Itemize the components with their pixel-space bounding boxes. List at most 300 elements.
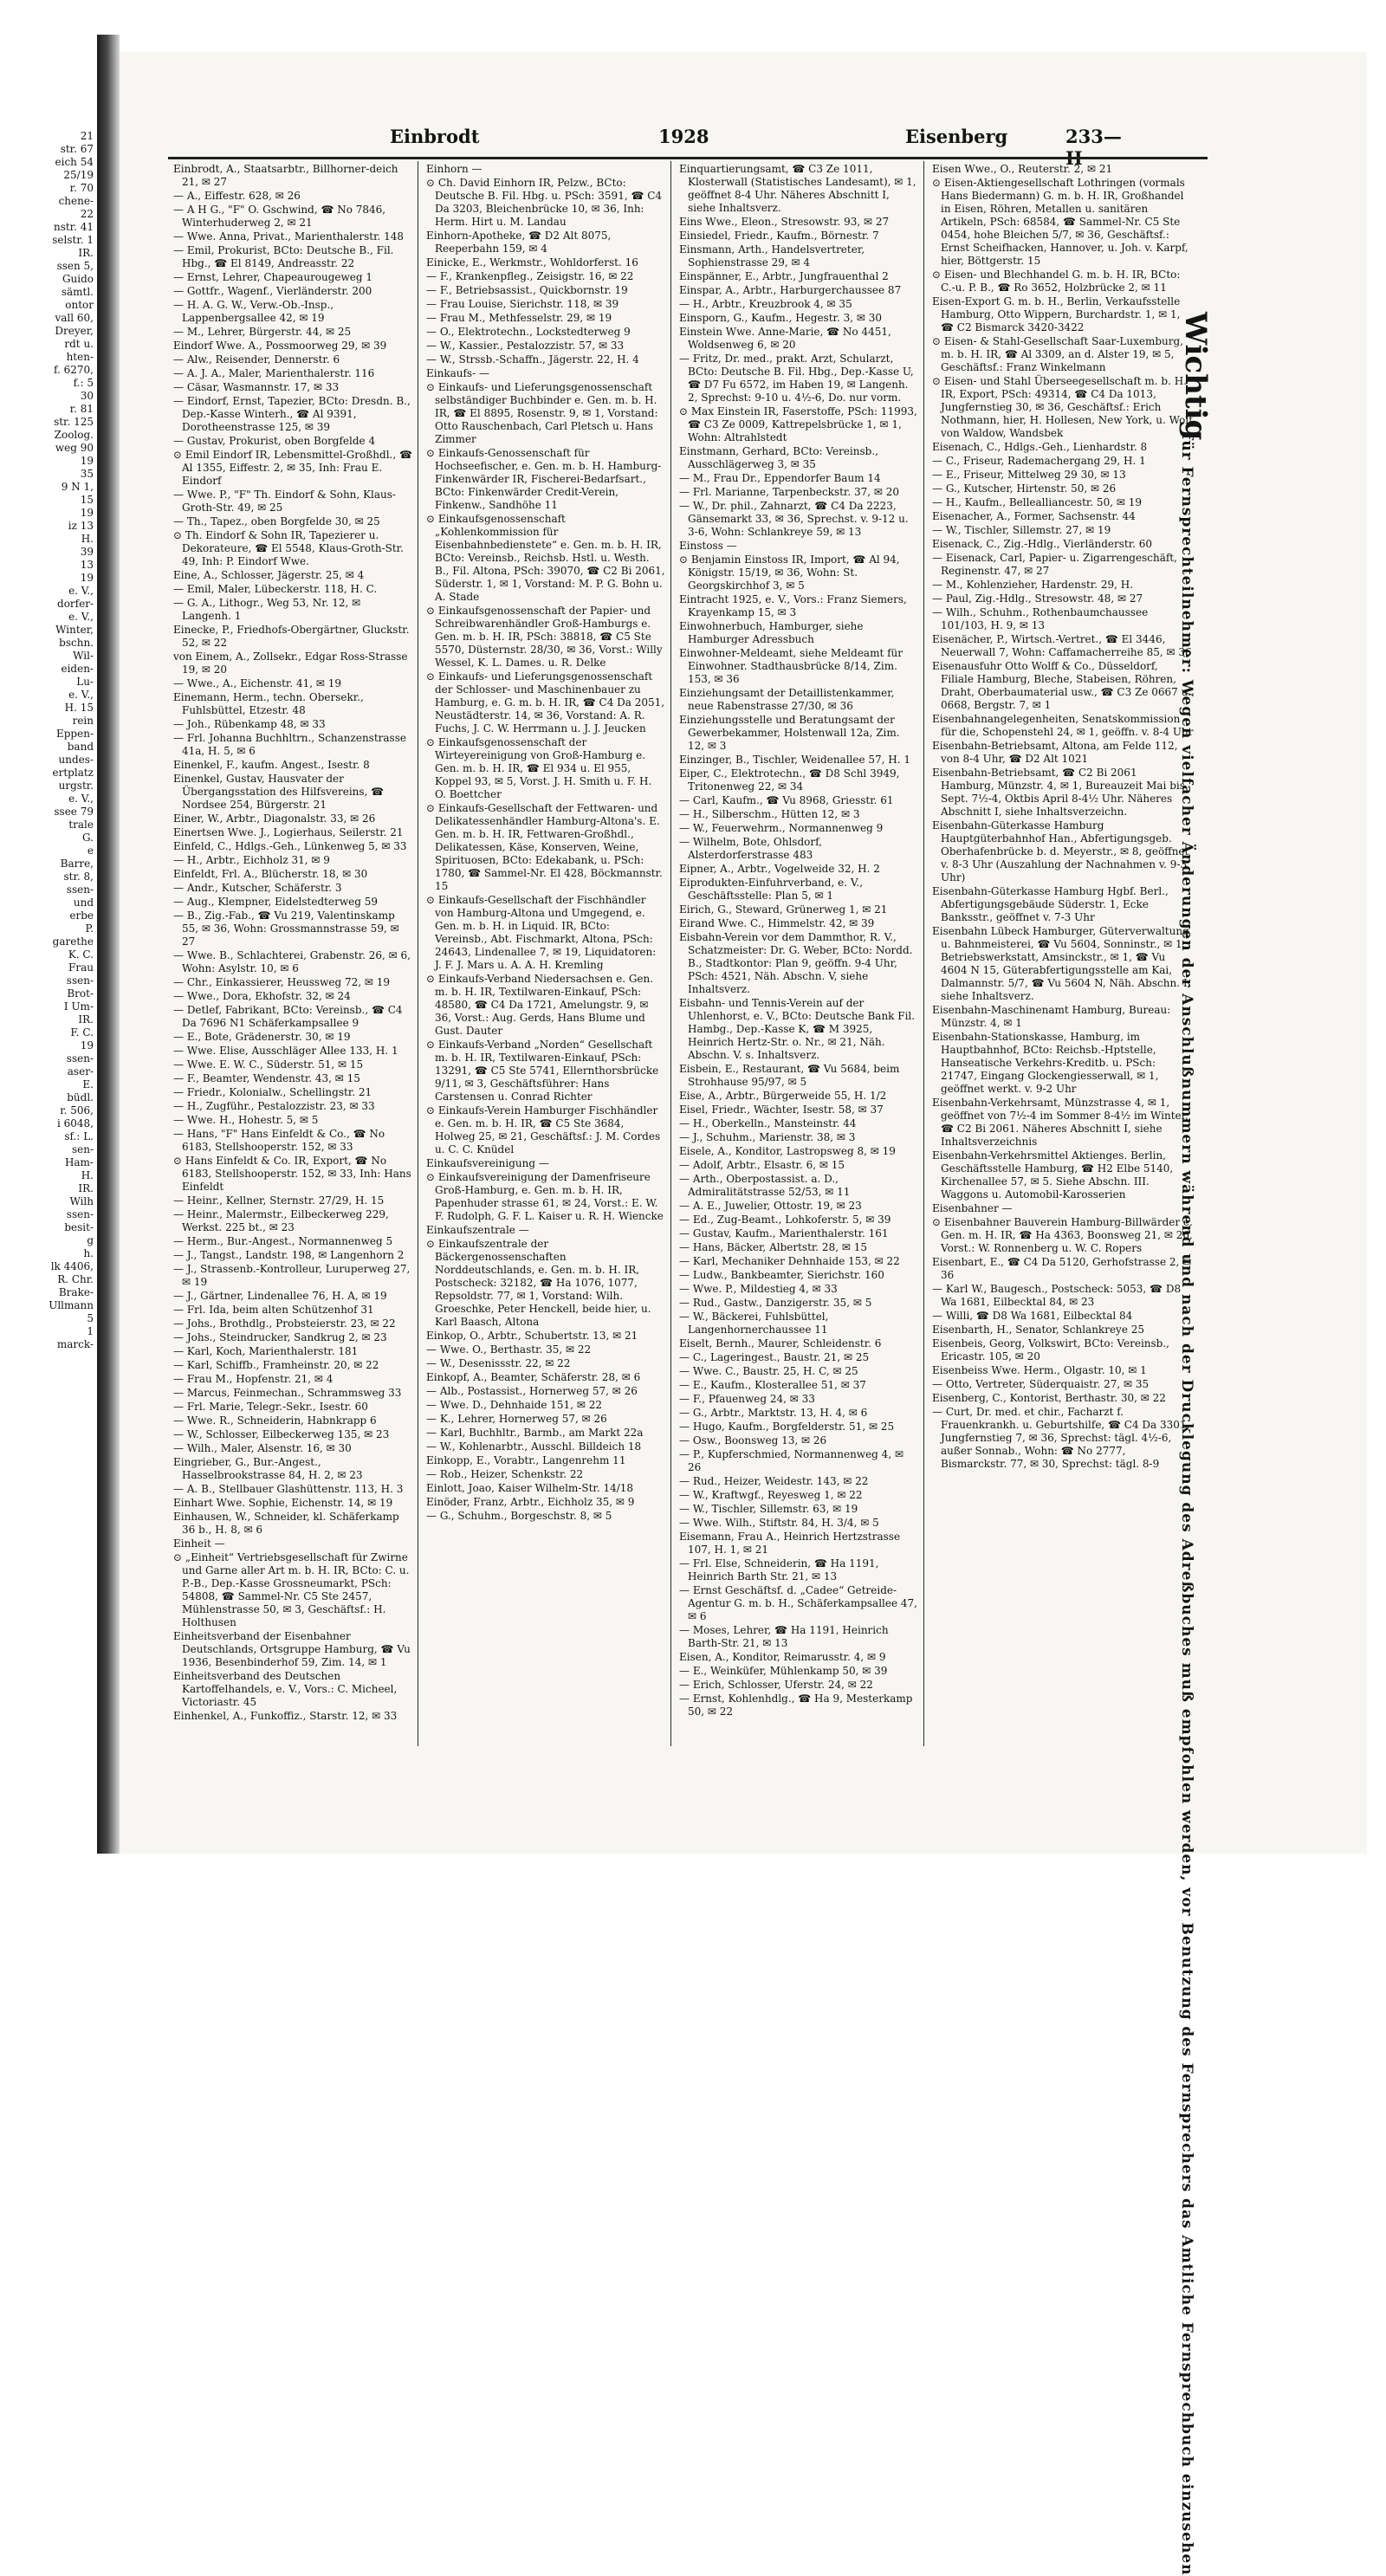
- directory-entry: — Th., Tapez., oben Borgfelde 30, ✉ 25: [173, 515, 380, 527]
- left-page-fragment: [0, 130, 97, 1706]
- directory-entry: — G., Arbtr., Marktstr. 13, H. 4, ✉ 6: [679, 1407, 868, 1419]
- left-fragment-text: dorfer-: [57, 598, 94, 610]
- directory-entry: — Willi, ☎ D8 Wa 1681, Eilbecktal 84: [932, 1310, 1133, 1322]
- directory-entry: — Frl. Marie, Telegr.-Sekr., Isestr. 60: [173, 1401, 368, 1413]
- directory-entry: — Wwe. D., Dehnhaide 151, ✉ 22: [426, 1399, 602, 1411]
- left-fragment-text: f.: 5: [73, 377, 94, 389]
- directory-entry: Einzinger, B., Tischler, Weidenallee 57, H. 1: [679, 754, 911, 766]
- directory-entry: — A., Eiffestr. 628, ✉ 26: [173, 190, 301, 202]
- directory-entry: — H. A. G. W., Verw.-Ob.-Insp., Lappenbergsallee 42, ✉ 19: [173, 299, 334, 324]
- directory-entry: — Johs., Steindrucker, Sandkrug 2, ✉ 23: [173, 1331, 387, 1343]
- left-fragment-text: Ham-: [64, 1156, 94, 1168]
- left-fragment-text: ssen-: [66, 1208, 94, 1220]
- left-fragment-text: e: [87, 845, 94, 857]
- directory-entry: Einstmann, Gerhard, BCto: Vereinsb., Ausschlägerweg 3, ✉ 35: [679, 445, 878, 470]
- left-fragment-text: str. 67: [60, 143, 94, 155]
- directory-entry: — Frau M., Hopfenstr. 21, ✉ 4: [173, 1373, 334, 1385]
- directory-entry: ⊙ Einkaufsgenossenschaft der Wirteyereinigung von Groß-Hamburg e. Gen. m. b. H. IR, ☎ El 934 u. El 955, Koppel 93, ✉ 5, Vorst. J. H. Smith u. F. H. O. Boettcher: [426, 736, 652, 800]
- directory-entry: — Heinr., Kellner, Sternstr. 27/29, H. 15: [173, 1194, 385, 1207]
- directory-entry: Eisenbeiss Wwe. Herm., Olgastr. 10, ✉ 1: [932, 1364, 1147, 1376]
- header-left-name: Einbrodt: [390, 126, 480, 147]
- left-fragment-text: chene-: [58, 195, 94, 207]
- left-fragment-text: 25/19: [63, 169, 94, 181]
- notice-text: für Fernsprechteilnehmer: Wegen vielfacher Änderungen der Anschlußnummern während und nach der Drucklegung des Adreßbuches muß empfohlen werden, vor Benutzung des Fernsprechers das Amtliche Fernsprechbuch einzusehen: [1178, 433, 1195, 2576]
- directory-entry: Einhorn-Apotheke, ☎ D2 Alt 8075, Reeperbahn 159, ✉ 4: [426, 230, 612, 255]
- directory-entry: — P., Kupferschmied, Normannenweg 4, ✉ 26: [679, 1448, 903, 1473]
- directory-entry: Einkop, O., Arbtr., Schubertstr. 13, ✉ 21: [426, 1330, 638, 1342]
- directory-entry: — W., Dr. phil., Zahnarzt, ☎ C4 Da 2223, Gänsemarkt 33, ✉ 36, Sprechst. v. 9-12 u. 3-6, Wohn: Schlankreye 59, ✉ 13: [679, 500, 909, 538]
- directory-entry: — W., Desenissstr. 22, ✉ 22: [426, 1357, 571, 1369]
- directory-entry: ⊙ Eisen- & Stahl-Gesellschaft Saar-Luxemburg, m. b. H. IR, ☎ Al 3309, an d. Alster 19, ✉ 5, Geschäftsf.: Franz Winkelmann: [932, 335, 1184, 373]
- directory-entry: — W., Strssb.-Schaffn., Jägerstr. 22, H. 4: [426, 353, 639, 366]
- directory-entry: — W., Kohlenarbtr., Ausschl. Billdeich 18: [426, 1440, 642, 1453]
- directory-entry: — Frl. Marianne, Tarpenbeckstr. 37, ✉ 20: [679, 486, 900, 498]
- directory-entry: — G., Schuhm., Borgeschstr. 8, ✉ 5: [426, 1510, 612, 1522]
- directory-entry: — J., Gärtner, Lindenallee 76, H. A, ✉ 19: [173, 1290, 387, 1302]
- left-fragment-text: eich 54: [55, 156, 94, 168]
- directory-entry: — J., Tangst., Landstr. 198, ✉ Langenhorn 2: [173, 1249, 405, 1261]
- directory-entry: — Ernst, Kohlenhdlg., ☎ Ha 9, Mesterkamp 50, ✉ 22: [679, 1693, 913, 1718]
- left-fragment-text: e. V.,: [68, 611, 94, 623]
- left-fragment-text: h.: [83, 1247, 94, 1259]
- directory-entry: — Gottfr., Wagenf., Vierländerstr. 200: [173, 285, 372, 297]
- directory-entry: — Andr., Kutscher, Schäferstr. 3: [173, 882, 342, 894]
- directory-entry: — Detlef, Fabrikant, BCto: Vereinsb., ☎ C4 Da 7696 N1 Schäferkampsallee 9: [173, 1004, 403, 1029]
- left-fragment-text: 19: [80, 1039, 94, 1052]
- directory-entry: — Marcus, Feinmechan., Schrammsweg 33: [173, 1387, 402, 1399]
- directory-entry: Einsporn, G., Kaufm., Hegestr. 3, ✉ 30: [679, 312, 882, 324]
- left-fragment-text: f. 6270,: [54, 364, 94, 376]
- left-fragment-text: band: [67, 741, 94, 753]
- directory-entry: — F., Krankenpfleg., Zeisigstr. 16, ✉ 22: [426, 270, 634, 282]
- left-fragment-text: sen-: [71, 1143, 94, 1155]
- directory-entry: Einsmann, Arth., Handelsvertreter, Sophienstrasse 29, ✉ 4: [679, 243, 865, 269]
- directory-entry: — Moses, Lehrer, ☎ Ha 1191, Heinrich Barth-Str. 21, ✉ 13: [679, 1624, 889, 1649]
- left-fragment-text: P.: [85, 922, 94, 935]
- directory-columns: [170, 161, 1209, 1746]
- directory-entry: — Frau Louise, Sierichstr. 118, ✉ 39: [426, 298, 619, 310]
- left-fragment-text: 19: [80, 507, 94, 519]
- directory-entry: Eisele, A., Konditor, Lastropsweg 8, ✉ 19: [679, 1145, 896, 1157]
- left-fragment-text: 39: [80, 546, 94, 558]
- directory-entry: — A. E., Juwelier, Ottostr. 19, ✉ 23: [679, 1200, 862, 1212]
- directory-entry: — Wwe. Anna, Privat., Marienthalerstr. 148: [173, 230, 405, 243]
- left-fragment-text: und: [73, 896, 94, 909]
- directory-entry: ⊙ Einkaufs- und Lieferungsgenossenschaft selbständiger Buchbinder e. Gen. m. b. H. IR, ☎ El 8895, Rosenstr. 9, ✉ 1, Vorstand: Otto Rauschenbach, Carl Pletsch u. Hans Zimmer: [426, 381, 658, 445]
- left-fragment-text: ontor: [65, 299, 94, 311]
- directory-entry: Eisenbarth, H., Senator, Schlankreye 25: [932, 1324, 1145, 1336]
- directory-entry: — Frl. Else, Schneiderin, ☎ Ha 1191, Heinrich Barth Str. 21, ✉ 13: [679, 1557, 879, 1582]
- left-fragment-text: weg 90: [55, 442, 94, 454]
- left-fragment-text: Wilh: [69, 1195, 94, 1207]
- directory-entry: Einkopf, A., Beamter, Schäferstr. 28, ✉ 6: [426, 1371, 641, 1383]
- left-fragment-text: str. 125: [54, 416, 94, 428]
- directory-entry: — Rud., Heizer, Weidestr. 143, ✉ 22: [679, 1475, 869, 1487]
- left-fragment-text: trale: [68, 819, 94, 831]
- directory-entry: Einhart Wwe. Sophie, Eichenstr. 14, ✉ 19: [173, 1497, 393, 1509]
- left-fragment-text: Guido: [62, 273, 94, 285]
- directory-entry: — H., Arbtr., Kreuzbrook 4, ✉ 35: [679, 298, 852, 310]
- directory-entry: — H., Kaufm., Bellealliancestr. 50, ✉ 19: [932, 496, 1142, 508]
- left-fragment-text: Frau: [68, 961, 94, 974]
- left-fragment-text: Ullmann: [49, 1299, 94, 1311]
- directory-entry: — Wwe. R., Schneiderin, Habnkrapp 6: [173, 1414, 377, 1427]
- directory-entry: — Ernst Geschäftsf. d. „Cadee“ Getreide-Agentur G. m. b. H., Schäferkampsallee 47, ✉ 6: [679, 1584, 917, 1622]
- directory-entry: Einstoss —: [679, 540, 737, 552]
- directory-entry: — F., Pfauenweg 24, ✉ 33: [679, 1393, 815, 1405]
- directory-entry: Eisenbart, E., ☎ C4 Da 5120, Gerhofstrasse 2, ✉ 36: [932, 1256, 1192, 1281]
- left-fragment-text: R. Chr.: [57, 1273, 94, 1285]
- left-fragment-text: IR.: [78, 1182, 94, 1194]
- column-1: [170, 161, 418, 1746]
- directory-entry: Eisenberg, C., Kontorist, Berthastr. 30, ✉ 22: [932, 1392, 1166, 1404]
- directory-entry: — Fritz, Dr. med., prakt. Arzt, Schularzt, BCto: Deutsche B. Fil. Hbg., Dep.-Kasse U, ☎ D7 Fu 6572, im Haben 19, ✉ Langenh. 2, Sprechst: 9-10 u. 4½-6, Do. nur vorm.: [679, 353, 914, 404]
- directory-entry: ⊙ Eisen- und Blechhandel G. m. b. H. IR, BCto: C.-u. P. B., ☎ Ro 3652, Holzbrücke 2, ✉ 11: [932, 269, 1181, 294]
- directory-entry: — B., Zig.-Fab., ☎ Vu 219, Valentinskamp 55, ✉ 36, Wohn: Grossmannstrasse 59, ✉ 27: [173, 909, 399, 948]
- directory-entry: Eisenbahn-Güterkasse Hamburg Hauptgüterbahnhof Han., Abfertigungsgeb. Oberhafenbrücke b. d. Meyerstr., ✉ 8, geöffnet v. 8-3 Uhr (Auszahlung der Nachnahmen v. 9-3 Uhr): [932, 819, 1189, 883]
- directory-entry: Eisbahn-Verein vor dem Dammthor, R. V., Schatzmeister: Dr. G. Weber, BCto: Nordd. B., Stadtkontor: Plan 9, geöffn. 9-4 Uhr, PSch: 4521, Näh. Abschn. V, siehe Inhaltsverz.: [679, 931, 913, 995]
- directory-entry: — Ludw., Bankbeamter, Sierichstr. 160: [679, 1269, 884, 1281]
- directory-entry: — Wwe. C., Baustr. 25, H. C, ✉ 25: [679, 1365, 858, 1377]
- left-fragment-text: 30: [80, 390, 94, 402]
- directory-entry: ⊙ Max Einstein IR, Faserstoffe, PSch: 11993, ☎ C3 Ze 0009, Kattrepelsbrücke 1, ✉ 1, Wohn: Altrahlstedt: [679, 405, 917, 443]
- left-fragment-text: F. C.: [70, 1026, 94, 1039]
- directory-entry: — Wwe., Dora, Ekhofstr. 32, ✉ 24: [173, 990, 351, 1002]
- directory-entry: Eisenbahn-Betriebsamt, Altona, am Felde 112, von 8-4 Uhr, ☎ D2 Alt 1021: [932, 740, 1178, 765]
- left-fragment-text: besit-: [64, 1221, 94, 1233]
- directory-entry: — Aug., Klempner, Eidelstedterweg 59: [173, 896, 378, 908]
- directory-entry: — Carl, Kaufm., ☎ Vu 8968, Griesstr. 61: [679, 794, 894, 806]
- directory-entry: — F., Beamter, Wendenstr. 43, ✉ 15: [173, 1072, 360, 1084]
- header-page-number: 233—II: [1065, 126, 1122, 169]
- directory-entry: — Wwe. E. W. C., Süderstr. 51, ✉ 15: [173, 1058, 364, 1071]
- directory-entry: — J., Strassenb.-Kontrolleur, Luruperweg 27, ✉ 19: [173, 1263, 411, 1288]
- directory-entry: Einkaufs- —: [426, 367, 489, 379]
- directory-entry: Eisbein, E., Restaurant, ☎ Vu 5684, beim Strohhause 95/97, ✉ 5: [679, 1063, 900, 1088]
- left-fragment-text: i 6048,: [56, 1117, 94, 1129]
- directory-entry: Eisenbahn-Maschinenamt Hamburg, Bureau: Münzstr. 4, ✉ 1: [932, 1004, 1171, 1029]
- directory-entry: — Hans, "F" Hans Einfeldt & Co., ☎ No 6183, Stellshooperstr. 152, ✉ 33: [173, 1128, 385, 1153]
- directory-entry: — Karl, Buchhltr., Barmb., am Markt 22a: [426, 1427, 644, 1439]
- directory-entry: — Ed., Zug-Beamt., Lohkoferstr. 5, ✉ 39: [679, 1214, 891, 1226]
- directory-entry: — E., Weinküfer, Mühlenkamp 50, ✉ 39: [679, 1665, 888, 1677]
- left-fragment-text: 22: [80, 208, 94, 220]
- directory-entry: ⊙ Einkaufsgenossenschaft der Papier- und Schreibwarenhändler Groß-Hamburgs e. Gen. m. b. H. IR, PSch: 38818, ☎ C5 Ste 5570, Düsternstr. 28/30, ✉ 36, Vorst.: Willy Wessel, K. L. Dames. u. R. Delke: [426, 605, 663, 669]
- left-fragment-text: 13: [80, 559, 94, 571]
- directory-entry: Einheit —: [173, 1537, 225, 1550]
- directory-entry: von Einem, A., Zollsekr., Edgar Ross-Strasse 19, ✉ 20: [173, 650, 408, 676]
- directory-entry: Einöder, Franz, Arbtr., Eichholz 35, ✉ 9: [426, 1496, 635, 1508]
- directory-entry: — G. A., Lithogr., Weg 53, Nr. 12, ✉ Langenh. 1: [173, 597, 361, 622]
- directory-entry: — H., Zugführ., Pestalozzistr. 23, ✉ 33: [173, 1100, 375, 1112]
- directory-entry: — A. B., Stellbauer Glashüttenstr. 113, H. 3: [173, 1483, 404, 1495]
- directory-entry: — Frl. Johanna Buchhltrn., Schanzenstrasse 41a, H. 5, ✉ 6: [173, 732, 406, 757]
- directory-entry: Einecke, P., Friedhofs-Obergärtner, Gluckstr. 52, ✉ 22: [173, 624, 410, 649]
- directory-entry: Einkopp, E., Vorabtr., Langenrehm 11: [426, 1454, 626, 1466]
- directory-entry: Einheitsverband des Deutschen Kartoffelhandels, e. V., Vors.: C. Micheel, Victoriastr. 45: [173, 1670, 398, 1708]
- directory-entry: Einemann, Herm., techn. Obersekr., Fuhlsbüttel, Etzestr. 48: [173, 691, 364, 716]
- directory-entry: — Osw., Boonsweg 13, ✉ 26: [679, 1434, 827, 1447]
- directory-entry: — M., Lehrer, Bürgerstr. 44, ✉ 25: [173, 326, 352, 338]
- left-fragment-text: urgstr.: [58, 780, 94, 792]
- header-year: 1928: [658, 126, 709, 147]
- directory-entry: — Erich, Schlosser, Uferstr. 24, ✉ 22: [679, 1679, 873, 1691]
- directory-entry: Einspänner, E., Arbtr., Jungfrauenthal 2: [679, 270, 889, 282]
- column-4: [929, 161, 1199, 1746]
- directory-entry: ⊙ Einkaufsvereinigung der Damenfriseure Groß-Hamburg, e. Gen. m. b. H. IR, Papenhuder strasse 61, ✉ 24, Vorst.: E. W. F. Rudolph, G. F. L. Kaiser u. R. H. Wiencke: [426, 1171, 664, 1222]
- directory-entry: — Hugo, Kaufm., Borgfelderstr. 51, ✉ 25: [679, 1421, 895, 1433]
- directory-entry: ⊙ Einkaufs-Verband „Norden“ Gesellschaft m. b. H. IR, Textilwaren-Einkauf, PSch: 13291, ☎ C5 Ste 5741, Ellernthorsbrücke 9/11, ✉ 3, Geschäftsführer: Hans Carstensen u. Conrad Richter: [426, 1039, 659, 1103]
- left-fragment-text: ertplatz: [52, 767, 94, 779]
- directory-entry: ⊙ Einkaufsgenossenschaft „Kohlenkommission für Eisenbahnbedienstete“ e. Gen. m. b. H. IR, BCto: Vereinsb., Reichsb. Hstl. u. Westh. B., Fil. Altona, PSch: 39070, ☎ C2 Bi 2061, Süderstr. 1, ✉ 1, Vorstand: M. P. G. Bohn u. A. Stade: [426, 513, 665, 603]
- directory-entry: Eisenbahn-Verkehrsamt, Münzstrasse 4, ✉ 1, geöffnet von 7½-4 im Sommer 8-4½ im Winter, ☎ C2 Bi 2061. Näheres Abschnitt I, siehe Inhaltsverzeichnis: [932, 1097, 1188, 1148]
- left-fragment-text: eiden-: [61, 663, 94, 675]
- left-fragment-text: e. V.,: [68, 793, 94, 805]
- directory-entry: ⊙ Einkaufs-Gesellschaft der Fettwaren- und Delikatessenhändler Hamburg-Altona's. E. Gen. m. b. H. IR, Fettwaren-Großhdl., Delikatessen, Käse, Konserven, Weine, Spirituosen, BCto: Edekabank, u. PSch: 1780, ☎ Sammel-Nr. El 428, Böckmannstr. 15: [426, 802, 663, 892]
- directory-entry: Einsiedel, Friedr., Kaufm., Börnestr. 7: [679, 230, 879, 242]
- column-2: [423, 161, 671, 1746]
- directory-entry: — Wilhelm, Bote, Ohlsdorf, Alsterdorferstrasse 483: [679, 836, 822, 861]
- directory-entry: — Frau M., Methfesselstr. 29, ✉ 19: [426, 312, 612, 324]
- directory-entry: ⊙ Einkaufs-Gesellschaft der Fischhändler von Hamburg-Altona und Umgegend, e. Gen. m. b. H. in Liquid. IR, BCto: Vereinsb., Abt. Fischmarkt, Altona, PSch: 24643, Lindenallee 7, ✉ 19, Liquidatoren: J. F. J. Mars u. A. A. H. Kremling: [426, 894, 657, 971]
- left-fragment-text: 9 N 1,: [61, 481, 94, 493]
- left-fragment-text: vall 60,: [55, 312, 94, 324]
- directory-entry: Einhausen, W., Schneider, kl. Schäferkamp 36 b., H. 8, ✉ 6: [173, 1511, 399, 1536]
- directory-entry: — Curt, Dr. med. et chir., Facharzt f. Frauenkrankh. u. Geburtshilfe, ☎ C4 Da 3301, Jungfernstieg 7, ✉ 36, Sprechst: tägl. 4½-6, außer Sonnab., Wohn: ☎ No 2777, Bismarckstr. 77, ✉ 30, Sprechst: tägl. 8-9: [932, 1406, 1190, 1470]
- directory-entry: — Wwe. Wilh., Stiftstr. 84, H. 3/4, ✉ 5: [679, 1517, 879, 1529]
- directory-entry: — Emil, Maler, Lübeckerstr. 118, H. C.: [173, 583, 378, 595]
- directory-entry: Eisenbahn-Verkehrsmittel Aktienges. Berlin, Geschäftsstelle Hamburg, ☎ H2 Elbe 5140, Kirchenallee 57, ✉ 5. Siehe Abschn. III. Waggons u. Automobil-Karosserien: [932, 1149, 1174, 1201]
- left-fragment-text: IR.: [78, 1013, 94, 1026]
- left-fragment-text: e. V.,: [68, 585, 94, 597]
- left-fragment-text: g: [87, 1234, 94, 1246]
- left-fragment-text: H.: [81, 1169, 94, 1181]
- directory-entry: — Gustav, Kaufm., Marienthalerstr. 161: [679, 1227, 889, 1239]
- directory-entry: ⊙ „Einheit“ Vertriebsgesellschaft für Zwirne und Garne aller Art m. b. H. IR, BCto: C. u. P.-B., Dep.-Kasse Grossneumarkt, PSch: 54808, ☎ Sammel-Nr. C5 Ste 2457, Mühlenstrasse 50, ✉ 3, Geschäftsf.: H. Holthusen: [173, 1551, 410, 1628]
- directory-entry: — Eindorf, Ernst, Tapezier, BCto: Dresdn. B., Dep.-Kasse Winterh., ☎ Al 9391, Dorotheenstrasse 125, ✉ 39: [173, 395, 411, 433]
- directory-entry: — W., Tischler, Sillemstr. 63, ✉ 19: [679, 1503, 858, 1515]
- directory-entry: Eisenbahnangelegenheiten, Senatskommission für die, Schopenstehl 24, ✉ 1, geöffn. v. 8-4 Uhr: [932, 713, 1194, 738]
- directory-entry: — E., Friseur, Mittelweg 29 30, ✉ 13: [932, 469, 1126, 481]
- directory-entry: — J., Schuhm., Marienstr. 38, ✉ 3: [679, 1131, 856, 1143]
- directory-entry: — Frl. Ida, beim alten Schützenhof 31: [173, 1304, 374, 1316]
- left-fragment-text: 1: [87, 1325, 94, 1337]
- directory-entry: Eirich, G., Steward, Grünerweg 1, ✉ 21: [679, 903, 888, 916]
- directory-entry: — F., Betriebsassist., Quickbornstr. 19: [426, 284, 628, 296]
- left-fragment-text: büdl.: [67, 1091, 94, 1104]
- directory-entry: — Arth., Oberpostassist. a. D., Admiralitätstrasse 52/53, ✉ 11: [679, 1173, 851, 1198]
- directory-entry: Eisenbahner —: [932, 1202, 1013, 1214]
- directory-entry: Einlott, Joao, Kaiser Wilhelm-Str. 14/18: [426, 1482, 634, 1494]
- left-fragment-text: Wil-: [73, 650, 94, 662]
- left-fragment-text: Lu-: [76, 676, 94, 688]
- left-fragment-text: Dreyer,: [55, 325, 94, 337]
- directory-entry: Einer, W., Arbtr., Diagonalstr. 33, ✉ 26: [173, 812, 376, 825]
- directory-entry: Einspar, A., Arbtr., Harburgerchaussee 87: [679, 284, 902, 296]
- directory-entry: — Cäsar, Wasmannstr. 17, ✉ 33: [173, 381, 340, 393]
- directory-entry: ⊙ Eisen-Aktiengesellschaft Lothringen (vormals Hans Biedermann) G. m. b. H. IR, Großhandel in Eisen, Röhren, Metallen u. sanitären Artikeln, PSch: 68584, ☎ Sammel-Nr. C5 Ste 0454, hohe Bleichen 5/7, ✉ 36, Geschäftsf.: Ernst Scheifhacken, Hannover, u. Joh. v. Karpf, hier, Böttgerstr. 15: [932, 177, 1188, 267]
- telephone-notice: [1178, 312, 1223, 2576]
- left-fragment-text: str. 8,: [63, 871, 94, 883]
- directory-entry: — Heinr., Malermstr., Eilbeckerweg 229, Werkst. 225 bt., ✉ 23: [173, 1208, 389, 1233]
- directory-entry: — Johs., Brothdlg., Probsteierstr. 23, ✉ 22: [173, 1317, 396, 1330]
- directory-entry: — Wilh., Maler, Alsenstr. 16, ✉ 30: [173, 1442, 352, 1454]
- directory-entry: Eisenausfuhr Otto Wolff & Co., Düsseldorf, Filiale Hamburg, Bleche, Stabeisen, Röhren, Draht, Oberbaumaterial usw., ☎ C3 Ze 0667 u. 0668, Bergstr. 7, ✉ 1: [932, 660, 1192, 711]
- directory-entry: — Wilh., Schuhm., Rothenbaumchaussee 101/103, H. 9, ✉ 13: [932, 606, 1149, 631]
- directory-entry: — Paul, Zig.-Hdlg., Stresowstr. 48, ✉ 27: [932, 592, 1143, 605]
- left-fragment-text: r. 70: [69, 182, 94, 194]
- left-fragment-text: r. 506,: [60, 1104, 94, 1116]
- directory-entry: — Wwe. P., Mildestieg 4, ✉ 33: [679, 1283, 838, 1295]
- directory-entry: Eisenbeis, Georg, Volkswirt, BCto: Vereinsb., Ericastr. 105, ✉ 20: [932, 1337, 1169, 1362]
- directory-entry: — Alw., Reisender, Dennerstr. 6: [173, 353, 340, 366]
- directory-entry: — Wwe. B., Schlachterei, Grabenstr. 26, ✉ 6, Wohn: Asylstr. 10, ✉ 6: [173, 949, 411, 974]
- directory-entry: — A. J. A., Maler, Marienthalerstr. 116: [173, 367, 375, 379]
- left-fragment-text: H. 15: [64, 702, 94, 714]
- directory-entry: — H., Arbtr., Eichholz 31, ✉ 9: [173, 854, 330, 866]
- left-fragment-text: Eppen-: [55, 728, 94, 740]
- directory-entry: Eiprodukten-Einfuhrverband, e. V., Geschäftsstelle: Plan 5, ✉ 1: [679, 877, 864, 902]
- directory-entry: — Karl, Koch, Marienthalerstr. 181: [173, 1345, 359, 1357]
- left-fragment-text: G.: [82, 832, 94, 844]
- directory-entry: Eirand Wwe. C., Himmelstr. 42, ✉ 39: [679, 917, 875, 929]
- book-gutter: [97, 35, 120, 1854]
- directory-entry: — Otto, Vertreter, Süderquaistr. 27, ✉ 35: [932, 1378, 1150, 1390]
- directory-entry: Eisen-Export G. m. b. H., Berlin, Verkaufsstelle Hamburg, Otto Wippern, Burchardstr. 1, ✉ 1, ☎ C2 Bismarck 3420-3422: [932, 295, 1181, 333]
- directory-entry: Eintracht 1925, e. V., Vors.: Franz Siemers, Krayenkamp 15, ✉ 3: [679, 593, 907, 618]
- directory-entry: ⊙ Einkaufs- und Lieferungsgenossenschaft der Schlosser- und Maschinenbauer zu Hamburg, e. G. m. b. H. IR, ☎ C4 Da 2051, Neustädterstr. 14, ✉ 36, Vorstand: A. R. Fuchs, J. C. W. Herrmann u. J. J. Jeucken: [426, 670, 665, 735]
- left-fragment-text: iz 13: [68, 520, 94, 532]
- left-fragment-text: Brake-: [58, 1286, 94, 1298]
- directory-entry: — W., Kraftwgf., Reyesweg 1, ✉ 22: [679, 1489, 863, 1501]
- directory-entry: — Herm., Bur.-Angest., Normannenweg 5: [173, 1235, 393, 1247]
- directory-entry: ⊙ Emil Eindorf IR, Lebensmittel-Großhdl., ☎ Al 1355, Eiffestr. 2, ✉ 35, Inh: Frau E. Eindorf: [173, 449, 412, 487]
- notice-title: Wichtig: [1178, 312, 1213, 441]
- directory-entry: Eisel, Friedr., Wächter, Isestr. 58, ✉ 37: [679, 1104, 884, 1116]
- directory-entry: Einhorn —: [426, 163, 483, 175]
- directory-entry: — Rob., Heizer, Schenkstr. 22: [426, 1468, 584, 1480]
- directory-entry: ⊙ Einkaufszentrale der Bäckergenossenschaften Norddeutschlands, e. Gen. m. b. H. IR, Postscheck: 32182, ☎ Ha 1076, 1077, Repsoldstr. 77, ✉ 1, Vorstand: Wilh. Groeschke, Peter Henckell, beide hier, u. Karl Baasch, Altona: [426, 1238, 651, 1328]
- directory-entry: Eisemann, Frau A., Heinrich Hertzstrasse 107, H. 1, ✉ 21: [679, 1531, 901, 1556]
- directory-entry: ⊙ Benjamin Einstoss IR, Import, ☎ Al 94, Königstr. 15/19, ✉ 36, Wohn: St. Georgskirchhof 3, ✉ 5: [679, 553, 900, 592]
- directory-entry: Eipner, A., Arbtr., Vogelweide 32, H. 2: [679, 863, 880, 875]
- left-fragment-text: selstr. 1: [52, 234, 94, 246]
- directory-entry: — Friedr., Kolonialw., Schellingstr. 21: [173, 1086, 372, 1098]
- directory-entry: Eisenbahn-Stationskasse, Hamburg, im Hauptbahnhof, BCto: Reichsb.-Hptstelle, Hanseatische Verkehrs-Kreditb. u. PSch: 21747, Eingang Glockengiesserwall, ✉ 1, geöffnet werkt. v. 9-2 Uhr: [932, 1031, 1159, 1095]
- directory-entry: — Adolf, Arbtr., Elsastr. 6, ✉ 15: [679, 1159, 845, 1171]
- directory-entry: — W., Bäckerei, Fuhlsbüttel, Langenhornerchaussee 11: [679, 1311, 829, 1336]
- directory-entry: — Wwe. H., Hohestr. 5, ✉ 5: [173, 1114, 319, 1126]
- left-fragment-text: e. V.,: [68, 689, 94, 701]
- directory-entry: Einheitsverband der Eisenbahner Deutschlands, Ortsgruppe Hamburg, ☎ Vu 1936, Besenbinderhof 59, Zim. 14, ✉ 1: [173, 1630, 411, 1668]
- left-fragment-text: 21: [80, 130, 94, 142]
- directory-entry: — C., Friseur, Rademachergang 29, H. 1: [932, 455, 1146, 467]
- left-fragment-text: I Um-: [63, 1000, 94, 1013]
- directory-entry: Eisenbahn Lübeck Hamburger, Güterverwaltung u. Bahnmeisterei, ☎ Vu 5604, Sonninstr., ✉ 1, Betriebswerkstatt, Amsinckstr., ✉ 1, ☎ Vu 4604 N 15, Güterabfertigungsstelle am Kai, Dalmannstr. 5/7, ☎ Vu 5604 N, Näh. Abschn. I, siehe Inhaltsverz.: [932, 925, 1191, 1002]
- directory-entry: — Emil, Prokurist, BCto: Deutsche B., Fil. Hbg., ☎ El 8149, Andreasstr. 22: [173, 244, 394, 269]
- directory-entry: — Alb., Postassist., Hornerweg 57, ✉ 26: [426, 1385, 638, 1397]
- left-fragment-text: Winter,: [55, 624, 94, 636]
- directory-entry: Einquartierungsamt, ☎ C3 Ze 1011, Klosterwall (Statistisches Landesamt), ✉ 1, geöffnet 8-4 Uhr. Näheres Abschnitt I, siehe Inhaltsverz.: [679, 163, 916, 214]
- left-fragment-text: ssee 79: [54, 806, 94, 818]
- left-fragment-text: marck-: [56, 1338, 94, 1350]
- left-fragment-text: sf.: L.: [64, 1130, 94, 1142]
- header-rule: [168, 157, 1208, 159]
- directory-entry: Einicke, E., Werkmstr., Wohldorferst. 16: [426, 256, 638, 269]
- directory-entry: ⊙ Ch. David Einhorn IR, Pelzw., BCto: Deutsche B. Fil. Hbg. u. PSch: 3591, ☎ C4 Da 3203, Bleichenbrücke 10, ✉ 36, Inh: Herm. Hirt u. M. Landau: [426, 177, 663, 228]
- directory-entry: Eisbahn- und Tennis-Verein auf der Uhlenhorst, e. V., BCto: Deutsche Bank Fil. Hambg., Dep.-Kasse K, ☎ M 3925, Heinrich Hertz-Str. o. Nr., ✉ 21, Näh. Abschn. V. s. Inhaltsverz.: [679, 997, 916, 1061]
- directory-entry: — Wwe. P., "F" Th. Eindorf & Sohn, Klaus-Groth-Str. 49, ✉ 25: [173, 489, 396, 514]
- left-fragment-text: undes-: [58, 754, 94, 766]
- directory-entry: Eine, A., Schlosser, Jägerstr. 25, ✉ 4: [173, 569, 365, 581]
- left-fragment-text: lk 4406,: [50, 1260, 94, 1272]
- directory-entry: ⊙ Einkaufs-Verein Hamburger Fischhändler e. Gen. m. b. H. IR, ☎ C5 Ste 3684, Holweg 25, ✉ 21, Geschäftsf.: J. M. Cordes u. C. C. Knüdel: [426, 1104, 661, 1155]
- directory-entry: — Karl, Schiffb., Framheinstr. 20, ✉ 22: [173, 1359, 379, 1371]
- left-fragment-text: aser-: [67, 1065, 94, 1078]
- directory-entry: — Karl W., Baugesch., Postscheck: 5053, ☎ D8 Wa 1681, Eilbecktal 84, ✉ 23: [932, 1283, 1182, 1308]
- left-fragment-text: K. C.: [68, 948, 94, 961]
- left-fragment-text: ssen 5,: [56, 260, 94, 272]
- left-fragment-text: ssen-: [66, 974, 94, 987]
- directory-entry: ⊙ Th. Eindorf & Sohn IR, Tapezierer u. Dekorateure, ☎ El 5548, Klaus-Groth-Str. 49, Inh: P. Eindorf Wwe.: [173, 529, 404, 567]
- left-fragment-text: Zoolog.: [54, 429, 94, 441]
- directory-entry: Einwohnerbuch, Hamburger, siehe Hamburger Adressbuch: [679, 620, 864, 645]
- left-fragment-text: Barre,: [60, 858, 94, 870]
- directory-entry: — Joh., Rübenkamp 48, ✉ 33: [173, 718, 326, 730]
- directory-entry: — Ernst, Lehrer, Chapeaurougeweg 1: [173, 271, 373, 283]
- directory-entry: Einziehungsstelle und Beratungsamt der Gewerbekammer, Holstenwall 12a, Zim. 12, ✉ 3: [679, 714, 900, 752]
- directory-entry: Einhenkel, A., Funkoffiz., Starstr. 12, ✉ 33: [173, 1710, 398, 1722]
- directory-entry: — W., Kassier., Pestalozzistr. 57, ✉ 33: [426, 340, 625, 352]
- directory-entry: — W., Tischler, Sillemstr. 27, ✉ 19: [932, 524, 1111, 536]
- left-fragment-text: 35: [80, 468, 94, 480]
- directory-entry: Eise, A., Arbtr., Bürgerweide 55, H. 1/2: [679, 1090, 887, 1102]
- directory-entry: Einertsen Wwe. J., Logierhaus, Seilerstr. 21: [173, 826, 404, 838]
- directory-entry: Eisenack, C., Zig.-Hdlg., Vierländerstr. 60: [932, 538, 1153, 550]
- directory-entry: — Gustav, Prokurist, oben Borgfelde 4: [173, 435, 376, 447]
- directory-entry: Einbrodt, A., Staatsarbtr., Billhorner-deich 21, ✉ 27: [173, 163, 398, 188]
- left-fragment-text: sämtl.: [61, 286, 94, 298]
- directory-entry: ⊙ Hans Einfeldt & Co. IR, Export, ☎ No 6183, Stellshooperstr. 152, ✉ 33, Inh: Hans Einfeldt: [173, 1155, 411, 1193]
- left-fragment-text: Brot-: [67, 987, 94, 1000]
- left-fragment-text: hten-: [66, 351, 94, 363]
- directory-entry: — Eisenack, Carl, Papier- u. Zigarrengeschäft, Reginenstr. 47, ✉ 27: [932, 552, 1177, 577]
- directory-entry: Eingrieber, G., Bur.-Angest., Hasselbrookstrasse 84, H. 2, ✉ 23: [173, 1456, 363, 1481]
- directory-entry: Einfeldt, Frl. A., Blücherstr. 18, ✉ 30: [173, 868, 368, 880]
- directory-entry: ⊙ Einkaufs-Verband Niedersachsen e. Gen. m. b. H. IR, Textilwaren-Einkauf, PSch: 48580, ☎ C4 Da 1721, Amelungstr. 9, ✉ 36, Vorst.: Aug. Gerds, Hans Blume und Gust. Dauter: [426, 973, 654, 1037]
- directory-entry: — E., Kaufm., Klosterallee 51, ✉ 37: [679, 1379, 866, 1391]
- directory-entry: Eisen, A., Konditor, Reimarusstr. 4, ✉ 9: [679, 1651, 886, 1663]
- directory-entry: Einkaufsvereinigung —: [426, 1157, 549, 1169]
- directory-entry: — Rud., Gastw., Danzigerstr. 35, ✉ 5: [679, 1297, 872, 1309]
- directory-entry: Einstein Wwe. Anne-Marie, ☎ No 4451, Woldsenweg 6, ✉ 20: [679, 326, 891, 351]
- directory-entry: — K., Lehrer, Hornerweg 57, ✉ 26: [426, 1413, 607, 1425]
- directory-entry: — W., Schlosser, Eilbeckerweg 135, ✉ 23: [173, 1428, 390, 1440]
- left-fragment-text: ssen-: [66, 883, 94, 896]
- directory-entry: — W., Feuerwehrm., Normannenweg 9: [679, 822, 884, 834]
- directory-entry: — C., Lageringest., Baustr. 21, ✉ 25: [679, 1351, 870, 1363]
- directory-entry: Einenkel, Gustav, Hausvater der Übergangsstation des Hilfsvereins, ☎ Nordsee 254, Bürgerstr. 21: [173, 773, 385, 811]
- left-fragment-text: 19: [80, 572, 94, 584]
- left-fragment-text: 5: [87, 1312, 94, 1324]
- directory-entry: — O., Elektrotechn., Lockstedterweg 9: [426, 326, 631, 338]
- left-fragment-text: nstr. 41: [53, 221, 94, 233]
- directory-entry: Einenkel, F., kaufm. Angest., Isestr. 8: [173, 759, 370, 771]
- left-fragment-text: rein: [72, 715, 94, 727]
- directory-entry: Eisenacher, A., Former, Sachsenstr. 44: [932, 510, 1136, 522]
- left-fragment-text: erbe: [69, 909, 94, 922]
- directory-entry: Einziehungsamt der Detaillistenkammer, neue Rabenstrasse 27/30, ✉ 36: [679, 687, 895, 712]
